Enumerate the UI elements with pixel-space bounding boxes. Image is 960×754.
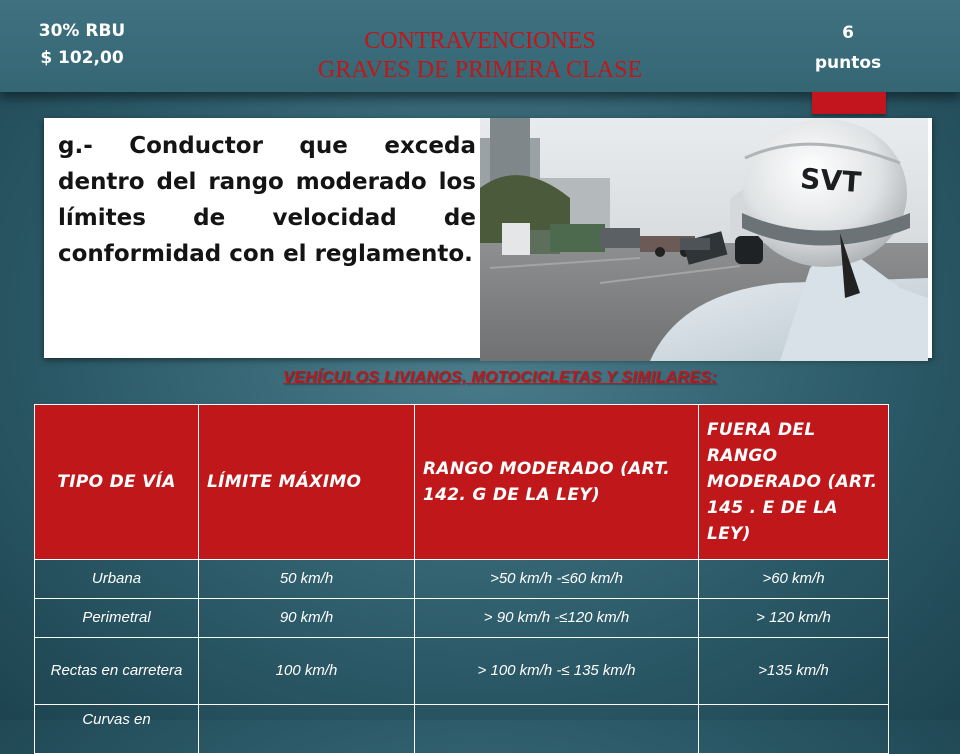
table-row [35, 705, 889, 754]
table-cell: >60 km/h [699, 560, 889, 599]
table-cell: Rectas en carretera [35, 638, 199, 705]
red-tab-decoration [812, 92, 886, 114]
header-outside-range: FUERA DEL RANGO MODERADO (ART. 145 . E DE LA LEY) [699, 405, 889, 560]
table-cell: Urbana [35, 560, 199, 599]
table-cell: 90 km/h [199, 599, 415, 638]
table-cell: > 120 km/h [699, 599, 889, 638]
header-max-limit: LÍMITE MÁXIMO [199, 405, 415, 560]
traffic-officer-photo [480, 118, 928, 361]
description-text: g.- Conductor que exceda dentro del rango moderado los límites de velocidad de conformidad con el reglamento. [58, 133, 476, 267]
table-header-row [35, 405, 889, 560]
points-badge [800, 18, 896, 78]
table-cell [199, 705, 415, 754]
header-road-type: TIPO DE VÍA [35, 405, 199, 560]
table-cell [415, 705, 699, 754]
table-cell [699, 705, 889, 754]
header-moderate-range: RANGO MODERADO (ART. 142. G DE LA LEY) [415, 405, 699, 560]
table-cell: > 100 km/h -≤ 135 km/h [415, 638, 699, 705]
fine-value: $ 102,00 [40, 48, 124, 68]
table-row [35, 638, 889, 705]
fine-percentage: 30% RBU [38, 21, 126, 41]
table-row [35, 599, 889, 638]
vehicle-category-subtitle: VEHÍCULOS LIVIANOS, MOTOCICLETAS Y SIMILARES: [283, 369, 717, 386]
fine-amount [22, 18, 142, 72]
table-cell: Perimetral [35, 599, 199, 638]
table-cell: 50 km/h [199, 560, 415, 599]
slide-title-line1: CONTRAVENCIONES [364, 28, 596, 54]
table-cell: >135 km/h [699, 638, 889, 705]
speed-limits-table [34, 404, 889, 754]
table-row [35, 560, 889, 599]
helmet-text: SVT [799, 161, 863, 200]
table-cell: 100 km/h [199, 638, 415, 705]
table-cell: >50 km/h -≤60 km/h [415, 560, 699, 599]
slide-title [250, 27, 710, 85]
table-cell: Curvas en [35, 705, 199, 754]
slide-title-line2: GRAVES DE PRIMERA CLASE [317, 57, 643, 83]
points-label: puntos [814, 53, 882, 73]
table-cell: > 90 km/h -≤120 km/h [415, 599, 699, 638]
points-number: 6 [842, 23, 854, 43]
